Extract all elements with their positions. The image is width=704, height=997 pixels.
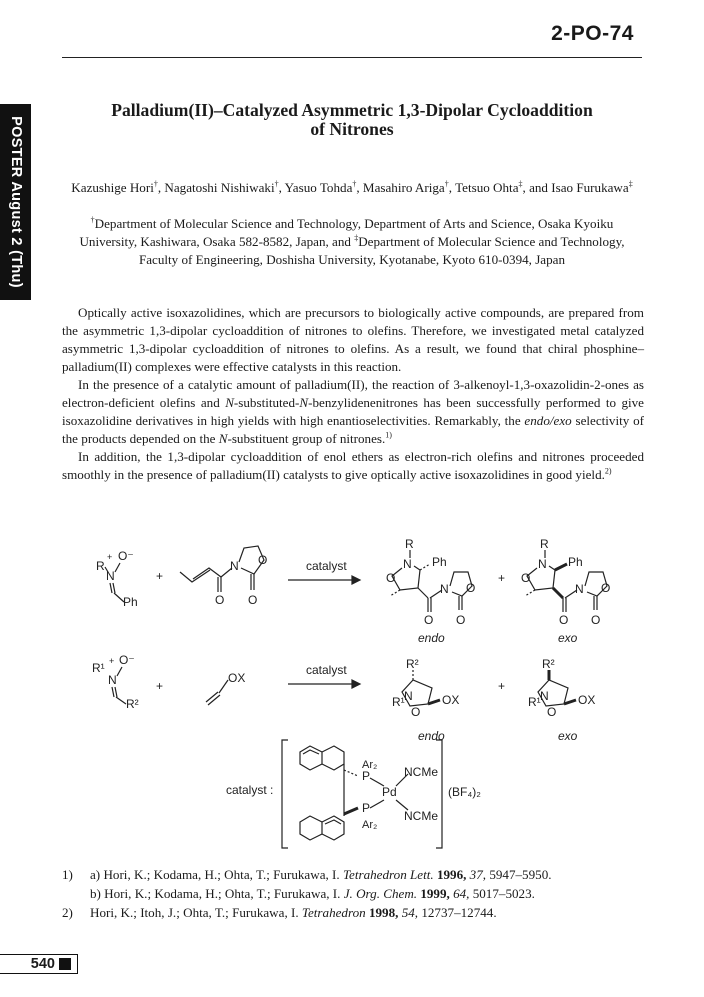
catalyst-structure: [226, 740, 481, 848]
side-tab: [0, 104, 31, 300]
svg-text:O: O: [248, 593, 258, 607]
svg-text:O: O: [466, 581, 476, 595]
side-tab-text: POSTER August 2 (Thu): [7, 116, 24, 288]
endo-product-2: [392, 657, 459, 743]
page-number: 540: [30, 956, 55, 972]
svg-text:OX: OX: [578, 693, 596, 707]
svg-text:exo: exo: [558, 729, 578, 743]
svg-text:R²: R²: [542, 657, 555, 671]
nitrone-2: [92, 653, 139, 711]
svg-text:O: O: [559, 613, 569, 627]
exo-product-1: [521, 537, 610, 645]
author-list: [62, 179, 642, 197]
svg-text:O: O: [411, 705, 421, 719]
svg-text:R¹: R¹: [92, 661, 105, 675]
enol-ether: [206, 671, 245, 705]
svg-text:O: O: [601, 581, 611, 595]
svg-text:N: N: [403, 557, 412, 571]
page-number-box: [0, 954, 78, 974]
svg-text:catalyst: catalyst: [306, 559, 347, 573]
reaction-arrow-2: [288, 663, 360, 688]
svg-text:N: N: [108, 673, 117, 687]
title-line-2: of Nitrones: [310, 119, 394, 139]
reaction-scheme: [0, 530, 704, 860]
exo-product-2: [528, 657, 595, 743]
svg-text:endo: endo: [418, 729, 445, 743]
title-line-1: Palladium(II)–Catalyzed Asymmetric 1,3-Dipolar Cycloaddition: [111, 100, 593, 120]
svg-text:catalyst: catalyst: [306, 663, 347, 677]
session-code: 2-PO-74: [551, 22, 634, 45]
author: Yasuo Tohda†,: [284, 179, 363, 195]
reaction-arrow-1: [288, 559, 360, 584]
svg-text:Ph: Ph: [432, 555, 447, 569]
svg-text:O: O: [215, 593, 225, 607]
svg-text:R¹: R¹: [528, 695, 541, 709]
svg-text:R: R: [405, 537, 414, 551]
svg-text:Ph: Ph: [568, 555, 583, 569]
svg-text:R²: R²: [406, 657, 419, 671]
endo-product-1: [386, 537, 475, 645]
svg-text:R: R: [540, 537, 549, 551]
plus-sign: +: [156, 679, 164, 693]
svg-text:O: O: [258, 553, 268, 567]
svg-text:O: O: [386, 571, 396, 585]
svg-text:R: R: [96, 559, 105, 573]
svg-text:N: N: [404, 689, 413, 703]
svg-text:N: N: [540, 689, 549, 703]
affiliations: †Department of Molecular Science and Technology, Department of Arts and Science, Osaka Kyoiku University, Kashiwara, Osaka 582-8582, Japan, and ‡Department of Molecular Science and Technology, Faculty of Engineering, Doshisha University, Kyotanabe, Kyoto 610-0394, Japan: [79, 215, 625, 267]
author: Masahiro Ariga†,: [362, 179, 456, 195]
svg-text:Ph: Ph: [123, 595, 138, 609]
nitrone-1: [96, 549, 138, 609]
svg-text:O: O: [424, 613, 434, 627]
svg-text:OX: OX: [228, 671, 246, 685]
paper-title: [62, 101, 642, 139]
svg-text:R¹: R¹: [392, 695, 405, 709]
author: Isao Furukawa‡: [551, 179, 633, 195]
svg-text:O: O: [521, 571, 531, 585]
svg-text:N: N: [538, 557, 547, 571]
svg-text:P: P: [362, 769, 371, 783]
plus-sign: +: [498, 679, 506, 693]
svg-text:Ar₂: Ar₂: [362, 819, 378, 831]
header-rule: [62, 57, 642, 58]
svg-text:Ar₂: Ar₂: [362, 759, 378, 771]
svg-text:+: +: [107, 552, 113, 562]
plus-sign: +: [156, 569, 164, 583]
plus-sign: +: [498, 571, 506, 585]
svg-text:N: N: [575, 582, 584, 596]
svg-text:NCMe: NCMe: [404, 809, 439, 823]
paragraph-1: Optically active isoxazolidines, which are precursors to biologically active compounds, are prepared from the asymmetric 1,3-dipolar cycloaddition of nitrones to olefins. Therefore, we investigated metal catalyzed asymmetric 1,3-dipolar cycloaddition of nitrones to olefins. As a result, we found that chiral phosphine–palladium(II) complexes were effective catalysts in this reaction.: [62, 305, 644, 374]
page-marker-square: [59, 958, 71, 970]
svg-text:R²: R²: [126, 697, 139, 711]
svg-text:exo: exo: [558, 631, 578, 645]
svg-text:O⁻: O⁻: [119, 653, 135, 667]
svg-text:catalyst :: catalyst :: [226, 783, 274, 797]
author: Nagatoshi Nishiwaki†,: [164, 179, 285, 195]
svg-text:(BF₄)₂: (BF₄)₂: [448, 785, 481, 799]
svg-text:endo: endo: [418, 631, 445, 645]
author: Kazushige Hori†,: [71, 179, 165, 195]
reference-item: 2) Hori, K.; Itoh, J.; Ohta, T.; Furukawa, I. Tetrahedron 1998, 54, 12737–12744.: [62, 905, 497, 920]
svg-text:OX: OX: [442, 693, 460, 707]
svg-text:O⁻: O⁻: [118, 549, 134, 563]
svg-text:+: +: [109, 656, 115, 666]
author: Tetsuo Ohta‡, and: [455, 179, 552, 195]
svg-text:O: O: [456, 613, 466, 627]
references: [62, 865, 662, 922]
svg-text:NCMe: NCMe: [404, 765, 439, 779]
paragraph-2: In the presence of a catalytic amount of palladium(II), the reaction of 3-alkenoyl-1,3-oxazolidin-2-ones as electron-deficient olefins and N-substituted-N-benzylidenenitrones has been successfully performed to give isoxazolidine derivatives in high yields with high enantioselectivities. Remarkably, the endo/exo selectivity of the products depended on the N-substituent group of nitrones.$^{1)}$: [62, 377, 644, 446]
svg-text:P: P: [362, 801, 371, 815]
abstract-body: [62, 304, 644, 484]
svg-text:N: N: [440, 582, 449, 596]
alkenoyl-oxazolidinone: [180, 546, 267, 607]
svg-text:O: O: [591, 613, 601, 627]
svg-text:N: N: [106, 569, 115, 583]
svg-text:O: O: [547, 705, 557, 719]
svg-text:Pd: Pd: [382, 785, 397, 799]
paragraph-3: In addition, the 1,3-dipolar cycloaddition of enol ethers as electron-rich olefins and nitrones proceeded smoothly in the presence of palladium(II) catalysts to give optically active isoxazolidines in good yield.$^{2)}$: [62, 449, 644, 482]
reference-item: 1) a) Hori, K.; Kodama, H.; Ohta, T.; Furukawa, I. Tetrahedron Lett. 1996, 37, 5947–5950. b) Hori, K.; Kodama, H.; Ohta, T.; Furukawa, I. J. Org. Chem. 1999, 64, 5017–5023.: [62, 867, 552, 901]
svg-text:N: N: [230, 559, 239, 573]
